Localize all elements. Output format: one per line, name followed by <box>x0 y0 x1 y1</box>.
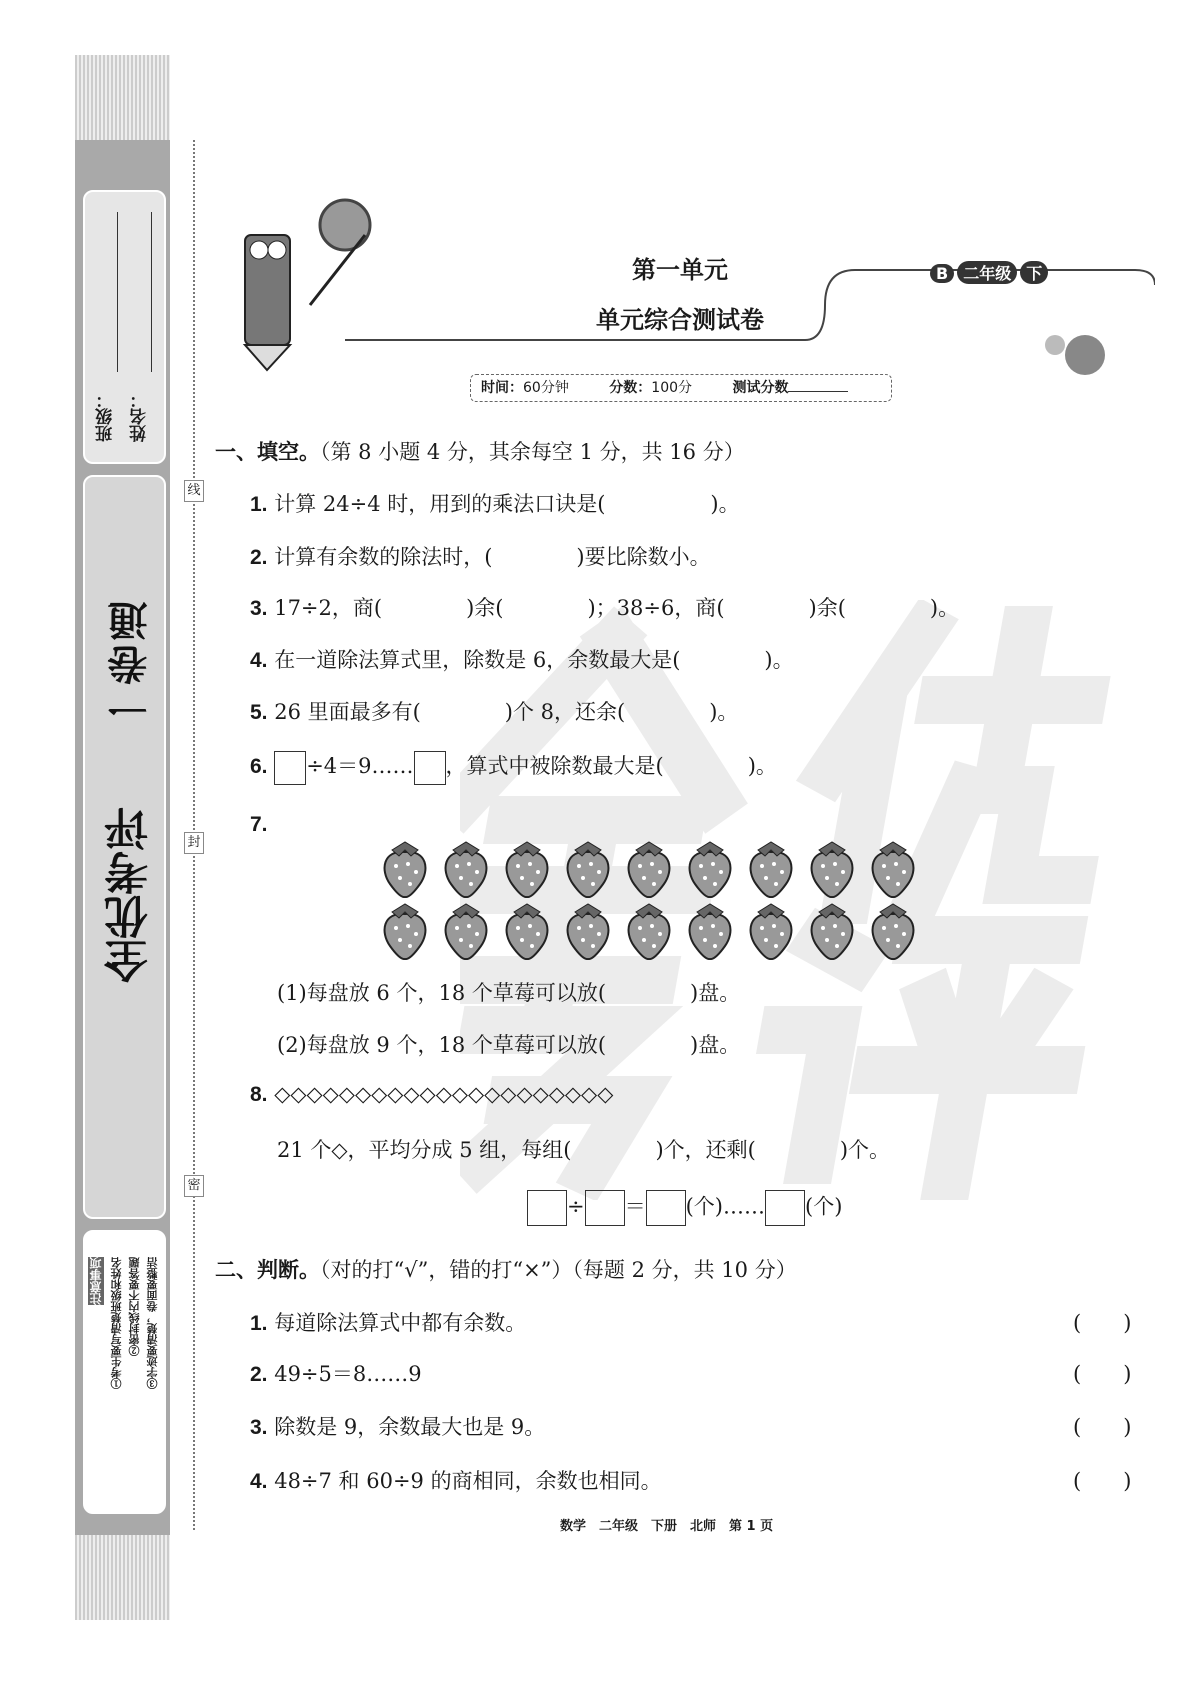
note-2: ②密封线内不要答题 <box>128 1257 141 1356</box>
question-1 <box>250 488 740 518</box>
diamond-shapes: ◇◇◇◇◇◇◇◇◇◇◇◇◇◇◇◇◇◇◇◇◇ <box>274 1082 614 1106</box>
q-text: 每道除法算式中都有余数。 <box>274 1311 527 1335</box>
q-num: 8. <box>250 1083 268 1106</box>
answer-box[interactable] <box>646 1190 686 1226</box>
strawberry-icon <box>439 840 500 900</box>
q-num: 5. <box>250 701 268 724</box>
unit-title: 第一单元 <box>632 255 728 284</box>
q-num: 7. <box>250 813 268 836</box>
class-label: 班级： <box>96 391 116 442</box>
answer-box[interactable] <box>527 1190 567 1226</box>
answer-paren[interactable]: ( ) <box>1073 1362 1132 1386</box>
q-num: 2. <box>250 546 268 569</box>
unit-text: (个) <box>805 1194 843 1219</box>
strawberry-icon <box>439 902 500 962</box>
strawberry-icon <box>378 840 439 900</box>
q-text: 在一道除法算式里，除数是 6，余数最大是( )。 <box>274 648 794 672</box>
div-sign: ÷ <box>567 1194 585 1219</box>
student-info-panel <box>83 190 166 464</box>
question-3 <box>250 592 959 622</box>
strawberry-icon <box>500 902 561 962</box>
q-num: 2. <box>250 1363 268 1386</box>
strawberry-icon <box>500 840 561 900</box>
q-num: 6. <box>250 755 268 778</box>
strawberry-grid <box>378 840 928 964</box>
score-value: 100分 <box>651 380 693 396</box>
question-8-equation <box>527 1190 842 1226</box>
time-value: 60分钟 <box>523 380 569 396</box>
answer-box[interactable] <box>765 1190 805 1226</box>
header-decoration <box>215 195 1155 395</box>
q-text: 26 里面最多有( )个 8，还余( )。 <box>274 700 739 724</box>
brand-logo: 全优考评 <box>105 807 156 983</box>
q-num: 1. <box>250 1312 268 1335</box>
question-7 <box>250 812 268 837</box>
strawberry-icon <box>622 840 683 900</box>
question-5 <box>250 696 738 726</box>
q-text: ÷4＝9…… <box>306 754 414 778</box>
judge-item-2 <box>250 1358 422 1388</box>
note-3: ③字迹要清楚，卷面要整洁 <box>146 1257 159 1389</box>
strawberry-icon <box>683 840 744 900</box>
question-2 <box>250 541 711 571</box>
section2-heading-row <box>215 1254 797 1284</box>
question-7-1: (1)每盘放 6 个，18 个草莓可以放( )盘。 <box>277 981 741 1005</box>
q-num: 4. <box>250 649 268 672</box>
answer-paren[interactable]: ( ) <box>1073 1469 1132 1493</box>
question-6 <box>250 750 777 785</box>
section2-heading: 二、判断。 <box>215 1258 320 1282</box>
binding-strip <box>75 55 170 1620</box>
q-text: 计算 24÷4 时，用到的乘法口诀是( )。 <box>274 492 740 516</box>
answer-paren[interactable]: ( ) <box>1073 1311 1132 1335</box>
stripe-decoration <box>75 55 170 140</box>
question-8 <box>250 1082 613 1107</box>
strawberry-icon <box>744 840 805 900</box>
strawberry-icon <box>683 902 744 962</box>
judge-item-4 <box>250 1465 662 1495</box>
paper-title: 单元综合测试卷 <box>596 305 764 334</box>
section1-heading-row <box>215 436 745 466</box>
grade-badge: 二年级 <box>957 261 1017 284</box>
exam-info <box>470 374 892 402</box>
question-7-2: (2)每盘放 9 个，18 个草莓可以放( )盘。 <box>277 1033 741 1057</box>
q-text: 49÷5＝8……9 <box>274 1362 422 1386</box>
question-8-text: 21 个◇，平均分成 5 组，每组( )个，还剩( )个。 <box>277 1138 891 1162</box>
answer-box[interactable] <box>585 1190 625 1226</box>
q-text: 48÷7 和 60÷9 的商相同，余数也相同。 <box>274 1469 662 1493</box>
judge-item-3 <box>250 1411 545 1441</box>
seal-mark-xian: 线 <box>184 480 204 502</box>
notes-title: 注意事项 <box>89 1257 103 1305</box>
seal-mark-feng: 封 <box>184 832 204 854</box>
strawberry-icon <box>805 902 866 962</box>
strawberry-icon <box>866 840 927 900</box>
q-text: 17÷2，商( )余( )；38÷6，商( )余( )。 <box>274 596 960 620</box>
stripe-decoration <box>75 1535 170 1620</box>
question-4 <box>250 644 794 674</box>
strawberry-icon <box>866 902 927 962</box>
answer-box[interactable] <box>274 751 306 785</box>
answer-paren[interactable]: ( ) <box>1073 1415 1132 1439</box>
strawberry-icon <box>622 902 683 962</box>
test-score-label: 测试分数 <box>732 380 789 396</box>
q-text: 除数是 9，余数最大也是 9。 <box>274 1415 546 1439</box>
q-num: 1. <box>250 493 268 516</box>
page-footer: 数学 二年级 下册 北师 第 1 页 <box>560 1519 774 1534</box>
strawberry-icon <box>561 840 622 900</box>
name-label: 姓名： <box>130 391 150 442</box>
section2-note: （对的打“√”，错的打“×”）（每题 2 分，共 10 分） <box>320 1258 797 1282</box>
q-text: 计算有余数的除法时，( )要比除数小。 <box>274 545 711 569</box>
slogan: 一卷通 <box>107 597 154 729</box>
q-num: 4. <box>250 1470 268 1493</box>
section1-heading: 一、填空。 <box>215 440 320 464</box>
grade-badges <box>930 261 1051 284</box>
strawberry-icon <box>561 902 622 962</box>
unit-text: (个)…… <box>685 1194 765 1219</box>
score-label: 分数： <box>609 380 652 396</box>
strawberry-icon <box>744 902 805 962</box>
strawberry-icon <box>378 902 439 962</box>
eq-sign: ＝ <box>624 1194 646 1219</box>
term-badge: 下 <box>1020 261 1048 284</box>
note-1: ①考生要写清楚班级和姓名 <box>110 1257 123 1389</box>
seal-mark-mi: 密 <box>184 1175 204 1197</box>
time-label: 时间： <box>481 380 523 396</box>
strawberry-icon <box>805 840 866 900</box>
answer-box[interactable] <box>414 751 446 785</box>
q-num: 3. <box>250 1416 268 1439</box>
q-text: ，算式中被除数最大是( )。 <box>445 754 777 778</box>
section1-note: （第 8 小题 4 分，其余每空 1 分，共 16 分） <box>320 440 745 464</box>
brand-panel <box>83 475 166 1219</box>
q-num: 3. <box>250 597 268 620</box>
edition-badge: B <box>930 264 954 283</box>
notes-panel <box>83 1230 166 1514</box>
judge-item-1 <box>250 1307 526 1337</box>
